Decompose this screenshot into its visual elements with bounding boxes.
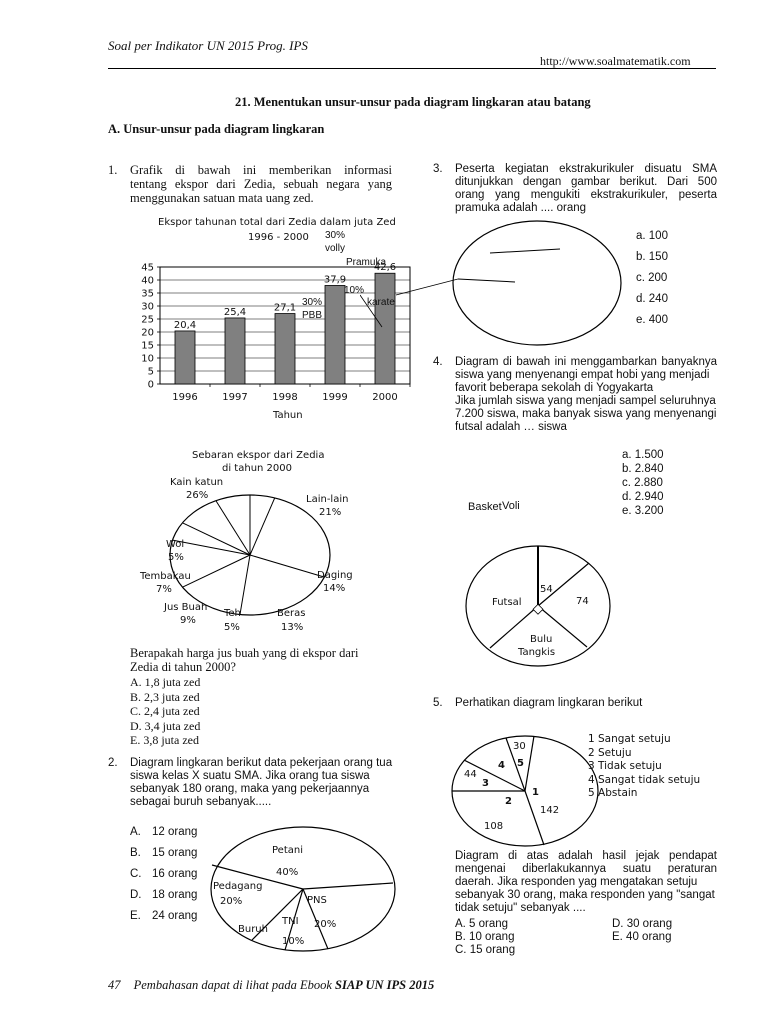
occupation-pie-chart [200,820,400,960]
q1-question-line: Zedia di tahun 2000? [130,660,236,674]
q4-number: 4. [433,356,443,368]
q2-option-e[interactable]: E. 24 orang [130,910,198,922]
bar-y-tick-label: 45 [141,262,154,274]
q5-text: Perhatikan diagram lingkaran berikut [455,697,643,709]
q2-option-d[interactable]: D. 18 orang [130,889,198,901]
q5-options-right [612,918,672,944]
pbb-pct: 30% [302,297,323,308]
q5-description [455,850,717,915]
ekskul-pie-outline [453,221,621,345]
footer-text: Pembahasan dapat di lihat pada Ebook [133,978,332,992]
q4-option-d[interactable]: d. 2.940 [622,491,664,503]
q4-option-b[interactable]: b. 2.840 [622,463,664,475]
export-pie-chart [130,445,370,635]
q2-line: Diagram lingkaran berikut data pekerjaan orang tua [130,757,393,769]
bar-y-tick-label: 30 [141,301,154,313]
q3-option-b[interactable]: b. 150 [636,251,668,263]
footer-ebook-title: SIAP UN IPS 2015 [335,978,435,992]
opinion-key: 5 [517,758,524,769]
q4-line: Jika jumlah siswa yang menjadi sampel seluruhnya [455,395,716,407]
header-rule [108,68,716,69]
opinion-key: 3 [482,778,489,789]
pie-label: Wol [166,539,185,550]
q5-line: mengenai diberlakukannya suatu peraturan [455,863,717,875]
q4-options [622,448,664,518]
bar-chart-subtitle: 1996 - 2000 [248,232,309,243]
q1-line: tentang ekspor dari Zedia, sebuah negara yang [130,177,392,191]
q1-option-a[interactable]: A. 1,8 juta zed [130,675,201,689]
legend-item: 4 Sangat tidak setuju [588,773,701,786]
hobby-value: 74 [576,596,589,607]
q3-line: pramuka adalah .... orang [455,202,587,214]
bar [275,314,295,384]
legend-item: 3 Tidak setuju [588,760,662,772]
pie-label: Teh [224,608,241,619]
q1-options [130,675,200,748]
q3-line: Peserta kegiatan ekstrakurikuler disuatu SMA [455,163,717,175]
pie-value-label: 5% [168,552,184,563]
q2-option-c[interactable]: C. 16 orang [130,868,198,880]
q4-line: favorit beberapa sekolah di Yogyakarta [455,382,654,394]
bar-xlabel: Tahun [273,410,303,421]
bar-y-tick-label: 10 [141,353,154,365]
q4-option-a[interactable]: a. 1.500 [622,449,664,461]
pie-label: Tembakau [140,571,191,582]
pedagang-pct: 20% [220,896,243,907]
volly-label: volly [325,243,346,254]
bar-y-tick-label: 40 [141,275,154,287]
q4-text [455,356,717,434]
q5-line: tidak setuju" sebanyak .... [455,902,586,914]
q3-text [455,163,717,215]
q1-line: menggunakan satuan mata uang zed. [130,191,314,205]
ekskul-pie-chart [360,215,630,350]
q5-number: 5. [433,697,443,709]
opinion-value: 142 [540,805,560,816]
opinion-legend [588,733,700,801]
pie-value-label: 21% [319,507,342,518]
legend-item: 2 Setuju [588,746,632,759]
bar-y-tick-label: 5 [147,366,154,378]
hobby-value: 54 [540,584,553,595]
bulu-label: Bulu [530,634,553,645]
pramuka-label: Pramuka [346,257,387,268]
q3-option-a[interactable]: a. 100 [636,230,668,242]
q4-line: Diagram di bawah ini menggambarkan banyaknya [455,356,717,368]
q2-line: sebagai buruh sebanyak..... [130,796,272,808]
opinion-pie-chart [450,728,600,848]
running-header: Soal per Indikator UN 2015 Prog. IPS [108,38,308,53]
q2-options [130,822,197,927]
q5-options-left [455,918,515,957]
q2-number: 2. [108,757,118,769]
q3-line: orang yang mengukiti ekstrakurikuler, peserta [455,189,717,201]
pie-value-label: 14% [323,583,346,594]
page-number: 47 [108,978,121,992]
q1-number: 1. [108,163,118,177]
petani-label: Petani [272,845,303,856]
bar [325,285,345,384]
q5-option-c[interactable]: C. 15 orang [455,944,516,956]
pie-chart-title: Sebaran ekspor dari Zedia [192,450,325,461]
pie-value-label: 7% [156,584,172,595]
subsection-title: A. Unsur-unsur pada diagram lingkaran [108,122,325,136]
opinion-value: 44 [464,769,477,780]
opinion-key: 2 [505,796,512,807]
futsal-label: Futsal [492,597,522,608]
opinion-key: 1 [532,787,539,798]
opinion-value: 30 [513,741,526,752]
q3-option-c[interactable]: c. 200 [636,272,668,284]
tni-pct: 10% [282,936,305,947]
q1-option-c[interactable]: C. 2,4 juta zed [130,704,200,718]
bar-value-label: 20,4 [173,319,197,331]
q1-option-b[interactable]: B. 2,3 juta zed [130,689,200,704]
q1-question-line: Berapakah harga jus buah yang di ekspor dari [130,646,359,660]
q5-line: daerah. Jika responden yag mengatakan setuju [455,876,698,888]
bar-value-label: 37,9 [323,274,347,286]
bar-x-tick-label: 1999 [322,392,348,403]
bar-x-tick-label: 2000 [372,392,398,403]
bar-value-label: 25,4 [223,306,247,318]
q2-line: siswa kelas X suatu SMA. Jika orang tua siswa [130,770,370,782]
opinion-value: 108 [484,821,504,832]
q5-option-d[interactable]: D. 30 orang [612,918,673,930]
q2-option-a[interactable]: A. 12 orang [130,826,198,838]
volly-pct: 30% [325,230,346,241]
pns-label: PNS [307,895,327,906]
bar [225,318,245,384]
karate-label: karate [367,297,395,308]
pointer-line [396,279,458,295]
tangkis-label: Tangkis [518,647,556,658]
page-footer [108,978,434,993]
q5-option-e[interactable]: E. 40 orang [612,931,672,943]
legend-item: 1 Sangat setuju [588,733,671,745]
bar-x-tick-label: 1997 [222,392,248,403]
q2-text [130,757,395,809]
tni-label: TNI [282,916,299,927]
pbb-label: PBB [302,310,323,321]
bar-y-axis [141,263,160,391]
q3-line: ditunjukkan dengan gambar berikut. Dari 500 [455,176,717,188]
export-pie-slices [170,495,330,615]
bar-y-tick-label: 15 [141,340,154,352]
q2-option-b[interactable]: B. 15 orang [130,847,198,859]
q1-line: Grafik di bawah ini memberikan informasi [130,163,392,177]
bar-value-label: 27,1 [273,302,297,314]
opinion-key: 4 [498,760,505,771]
q5-option-a[interactable]: A. 5 orang [455,918,509,930]
pedagang-label: Pedagang [213,881,263,892]
bar-value-label: 42,6 [373,262,397,274]
q1-option-d[interactable]: D. 3,4 juta zed [130,718,201,733]
q4-line: futsal adalah … siswa [455,421,567,433]
section-title: 21. Menentukan unsur-unsur pada diagram lingkaran atau batang [235,95,591,109]
pie-value-label: 5% [224,622,240,633]
pie-value-label: 13% [281,622,304,633]
q4-option-c[interactable]: c. 2.880 [622,477,663,489]
pramuka-pct: 10% [344,285,365,296]
basket-label: Basket [468,501,502,513]
q1-question [130,646,359,674]
pie-label: Beras [277,608,306,619]
q3-option-d[interactable]: d. 240 [636,293,668,305]
bar-y-tick-label: 35 [141,288,154,300]
q4-line: 7.200 siswa, maka banyak siswa yang menyenangi [455,408,717,420]
pns-pct: 20% [314,919,337,930]
q5-line: Diagram di atas adalah hasil jejak pendapat [455,850,717,862]
bar-y-tick-label: 20 [141,327,154,339]
pie-value-label: 9% [180,615,196,626]
bar-y-tick-label: 25 [141,314,154,326]
header-url[interactable]: http://www.soalmatematik.com [540,54,691,68]
q3-option-e[interactable]: e. 400 [636,314,668,326]
pie-label: Daging [317,570,353,581]
q1-text [130,163,392,205]
pie-value-label: 26% [186,490,209,501]
q2-line: sebanyak 180 orang, maka yang pekerjaannya [130,783,370,795]
voli-label: Voli [502,500,520,512]
buruh-label: Buruh [238,924,268,935]
pie-label: Lain-lain [306,494,349,505]
pie-label: Jus Buah [164,602,208,613]
q3-options [636,226,668,331]
pie-chart-subtitle: di tahun 2000 [222,463,292,474]
bar-y-tick-label: 0 [147,379,154,391]
q3-number: 3. [433,163,443,175]
bar-chart-title: Ekspor tahunan total dari Zedia dalam juta Zed [158,217,396,228]
q4-line: siswa yang menyenangi empat hobi yang menjadi [455,369,710,381]
legend-item: 5 Abstain [588,787,638,799]
pie-label: Kain katun [170,477,224,488]
q5-option-b[interactable]: B. 10 orang [455,931,515,943]
pointer-line [360,295,382,327]
bar [175,331,195,384]
petani-pct: 40% [276,867,299,878]
bar-x-tick-label: 1996 [172,392,198,403]
hobby-pie-chart [460,540,620,670]
q4-option-e[interactable]: e. 3.200 [622,505,664,517]
q1-option-e[interactable]: E. 3,8 juta zed [130,733,199,747]
q5-line: sebanyak 30 orang, maka responden yang "sangat [455,889,715,901]
bar-x-tick-label: 1998 [272,392,298,403]
